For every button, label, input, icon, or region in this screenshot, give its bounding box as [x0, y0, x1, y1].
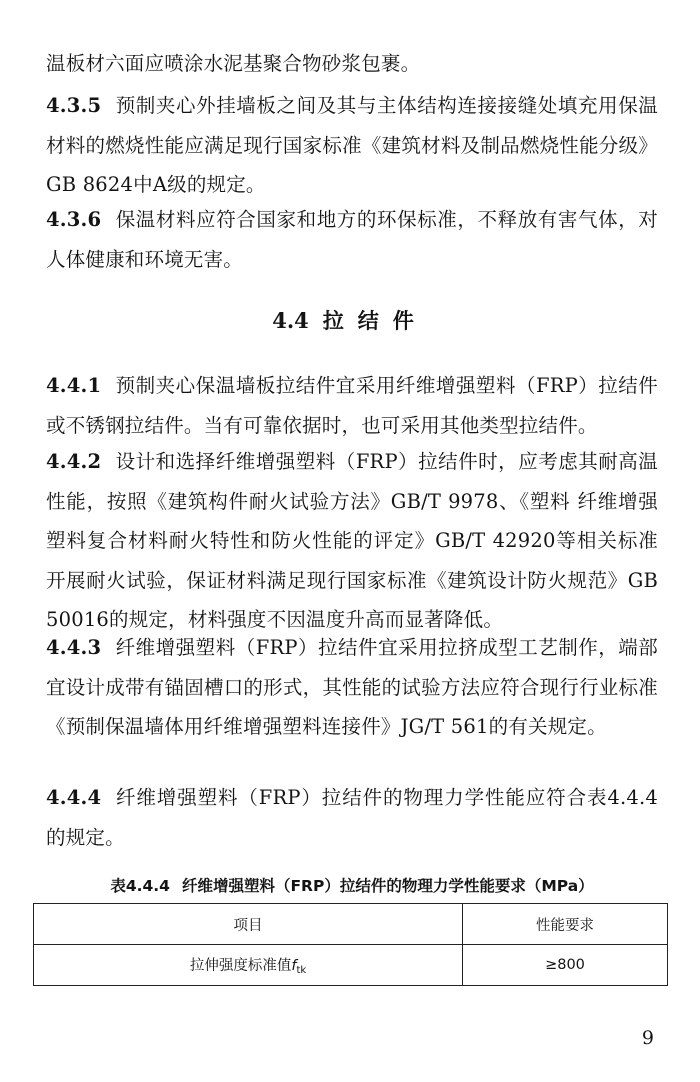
clause-4-4-1 [46, 366, 658, 445]
clause-text: 预制夹心保温墙板拉结件宜采用纤维增强塑料（FRP）拉结件或不锈钢拉结件。当有可靠依据时，也可采用其他类型拉结件。 [46, 374, 658, 437]
item-symbol: f [291, 958, 297, 974]
item-subscript: tk [296, 965, 307, 976]
header-item: 项目 [34, 904, 463, 945]
clause-number: 4.3.6 [46, 208, 102, 231]
cell-item [34, 945, 463, 986]
requirements-table [33, 903, 668, 986]
section-number: 4.4 [272, 308, 309, 333]
section-heading [0, 305, 700, 337]
cell-value: ≥800 [463, 945, 668, 986]
clause-number: 4.3.5 [46, 94, 102, 117]
paragraph-continued [46, 44, 658, 84]
clause-4-4-2 [46, 442, 658, 640]
clause-4-4-4 [46, 778, 658, 857]
header-requirement: 性能要求 [463, 904, 668, 945]
table-number: 表4.4.4 [110, 877, 170, 895]
item-name: 拉伸强度标准值 [189, 958, 292, 974]
clause-number: 4.4.2 [46, 450, 102, 473]
clause-4-3-5 [46, 86, 658, 205]
clause-text: 保温材料应符合国家和地方的环保标准，不释放有害气体，对人体健康和环境无害。 [46, 208, 658, 271]
paragraph-text: 温板材六面应喷涂水泥基聚合物砂浆包裹。 [46, 52, 421, 75]
clause-number: 4.4.3 [46, 636, 102, 659]
clause-4-4-3 [46, 628, 658, 747]
table-caption-text: 纤维增强塑料（FRP）拉结件的物理力学性能要求（MPa） [181, 877, 594, 895]
section-title-text: 拉结件 [322, 308, 428, 333]
clause-text: 纤维增强塑料（FRP）拉结件的物理力学性能应符合表4.4.4的规定。 [46, 786, 658, 849]
page-number: 9 [641, 1027, 654, 1049]
clause-number: 4.4.1 [46, 374, 102, 397]
clause-text: 预制夹心外挂墙板之间及其与主体结构连接接缝处填充用保温材料的燃烧性能应满足现行国家标准《建筑材料及制品燃烧性能分级》GB 8624中A级的规定。 [46, 94, 658, 196]
table-header-row [34, 904, 668, 945]
table-caption [46, 874, 658, 898]
clause-number: 4.4.4 [46, 786, 102, 809]
clause-text: 设计和选择纤维增强塑料（FRP）拉结件时，应考虑其耐高温性能，按照《建筑构件耐火试验方法》GB/T 9978、《塑料 纤维增强塑料复合材料耐火特性和防火性能的评定》GB/T 42920等相关标准开展耐火试验，保证材料满足现行国家标准《建筑设计防火规范》GB 50016的规定，材料强度不因温度升高而显著降低。 [46, 450, 658, 631]
clause-text: 纤维增强塑料（FRP）拉结件宜采用拉挤成型工艺制作，端部宜设计成带有锚固槽口的形式，其性能的试验方法应符合现行行业标准《预制保温墙体用纤维增强塑料连接件》JG/T 561的有关规定。 [46, 636, 658, 738]
table-row [34, 945, 668, 986]
clause-4-3-6 [46, 200, 658, 279]
